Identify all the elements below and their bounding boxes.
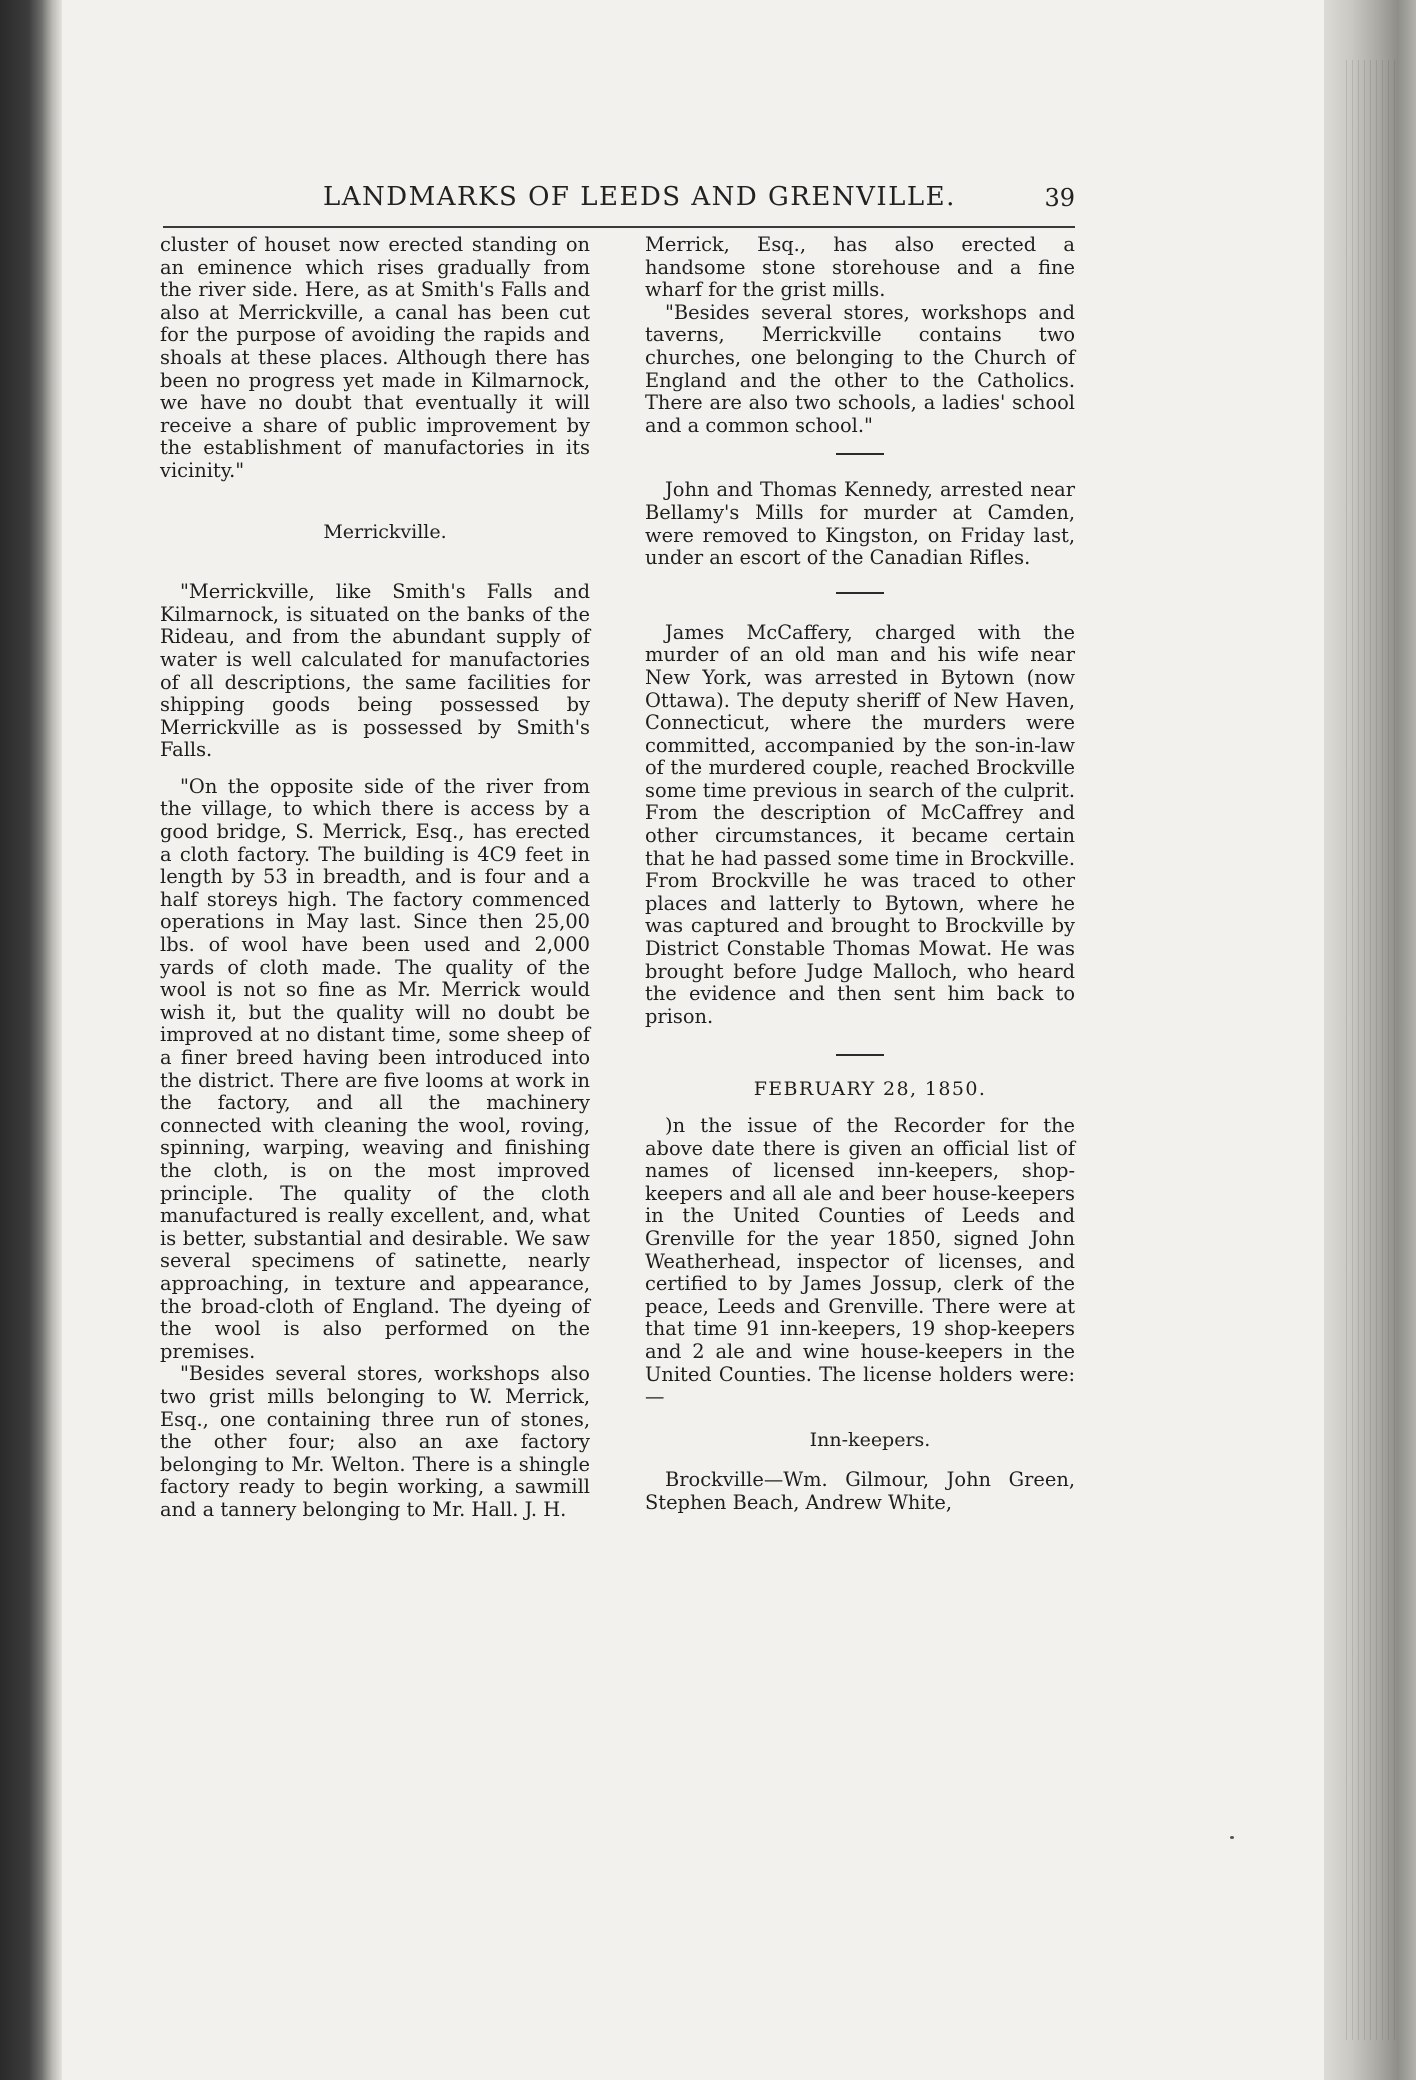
paragraph-storehouse: Merrick, Esq., has also erected a handsome stone storehouse and a fine wharf for the grist mills. xyxy=(645,233,1075,302)
scan-gutter-edge xyxy=(52,0,62,2080)
date-heading: FEBRUARY 28, 1850. xyxy=(753,1078,987,1101)
section-heading-merrickville: Merrickville. xyxy=(323,520,447,543)
paragraph-grist-mills: "Besides several stores, workshops also two grist mills belonging to W. Merrick, Esq., one containing three run of stones, the other four; also an axe factory belonging to Mr. Welton. There is a shingle factory ready to begin working, a sawmill and a tannery belonging to Mr. Hall. J. H. xyxy=(160,1362,590,1521)
header-rule xyxy=(163,226,1075,228)
scan-speck xyxy=(1230,1836,1234,1839)
page-stack-lines xyxy=(1346,60,1396,2040)
scan-gutter-left xyxy=(0,0,52,2080)
right-column xyxy=(645,234,1075,1515)
paragraph-merrickville-intro: "Merrickville, like Smith's Falls and Kilmarnock, is situated on the banks of the Rideau, and from the abundant supply of water is well calculated for manufactories of all descriptions, the same facilities for shipping goods being possessed by Merrickville as is possessed by Smith's Falls. xyxy=(160,580,590,762)
running-title: LANDMARKS OF LEEDS AND GRENVILLE. xyxy=(323,182,956,212)
paragraph-brockville-innkeepers: Brockville—Wm. Gilmour, John Green, Stephen Beach, Andrew White, xyxy=(645,1468,1075,1514)
paragraph-churches-schools: "Besides several stores, workshops and taverns, Merrickville contains two churches, one belonging to the Church of England and the other to the Catholics. There are also two schools, a ladies' school and a common school." xyxy=(645,300,1075,437)
page-number: 39 xyxy=(1044,184,1075,212)
paragraph-licenses-list: )n the issue of the Recorder for the above date there is given an official list of names of licensed inn-keepers, shop-keepers and all ale and beer house-keepers in the United Counties of Leeds and Grenville for the year 1850, signed John Weatherhead, inspector of licenses, and certified to by James Jossup, clerk of the peace, Leeds and Grenville. There were at that time 91 inn-keepers, 19 shop-keepers and 2 ale and wine house-keepers in the United Counties. The license holders were:— xyxy=(645,1114,1075,1409)
paragraph-mccaffery: James McCaffery, charged with the murder of an old man and his wife near New York, was arrested in Bytown (now Ottawa). The deputy sheriff of New Haven, Connecticut, where the murders were committed, accompanied by the son-in-law of the murdered couple, reached Brockville some time previous in search of the culprit. From the description of McCaffrey and other circumstances, it became certain that he had passed some time in Brockville. From Brockville he was traced to other places and latterly to Bytown, where he was captured and brought to Brockville by District Constable Thomas Mowat. He was brought before Judge Malloch, who heard the evidence and then sent him back to prison. xyxy=(645,620,1076,1028)
sub-heading-inn-keepers: Inn-keepers. xyxy=(809,1428,931,1451)
running-header xyxy=(163,182,1075,222)
paragraph-cloth-factory: "On the opposite side of the river from the village, to which there is access by a good bridge, S. Merrick, Esq., has erected a cloth factory. The building is 4C9 feet in length by 53 in breadth, and is four and a half storeys high. The factory commenced operations in May last. Since then 25,00 lbs. of wool have been used and 2,000 yards of cloth made. The quality of the wool is not so fine as Mr. Merrick would wish it, but the quality will no doubt be improved at no distant time, some sheep of a finer breed having been introduced into the district. There are five looms at work in the factory, and all the machinery connected with cleaning the wool, roving, spinning, warping, weaving and finishing the cloth, is on the most improved principle. The quality of the cloth manufactured is really excellent, and, what is better, substantial and desirable. We saw several specimens of satinette, nearly approaching, in texture and appearance, the broad-cloth of England. The dyeing of the wool is also performed on the premises. xyxy=(160,774,590,1363)
paragraph-kilmarnock-end: cluster of houset now erected standing on an eminence which rises gradually from the river side. Here, as at Smith's Falls and also at Merrickville, a canal has been cut for the purpose of avoiding the rapids and shoals at these places. Although there has been no progress yet made in Kilmarnock, we have no doubt that eventually it will receive a share of public improvement by the establishment of manufactories in its vicinity." xyxy=(160,233,590,482)
paragraph-kennedy-arrest: John and Thomas Kennedy, arrested near Bellamy's Mills for murder at Camden, were removed to Kingston, on Friday last, under an escort of the Canadian Rifles. xyxy=(645,478,1075,570)
left-column xyxy=(160,234,590,1521)
